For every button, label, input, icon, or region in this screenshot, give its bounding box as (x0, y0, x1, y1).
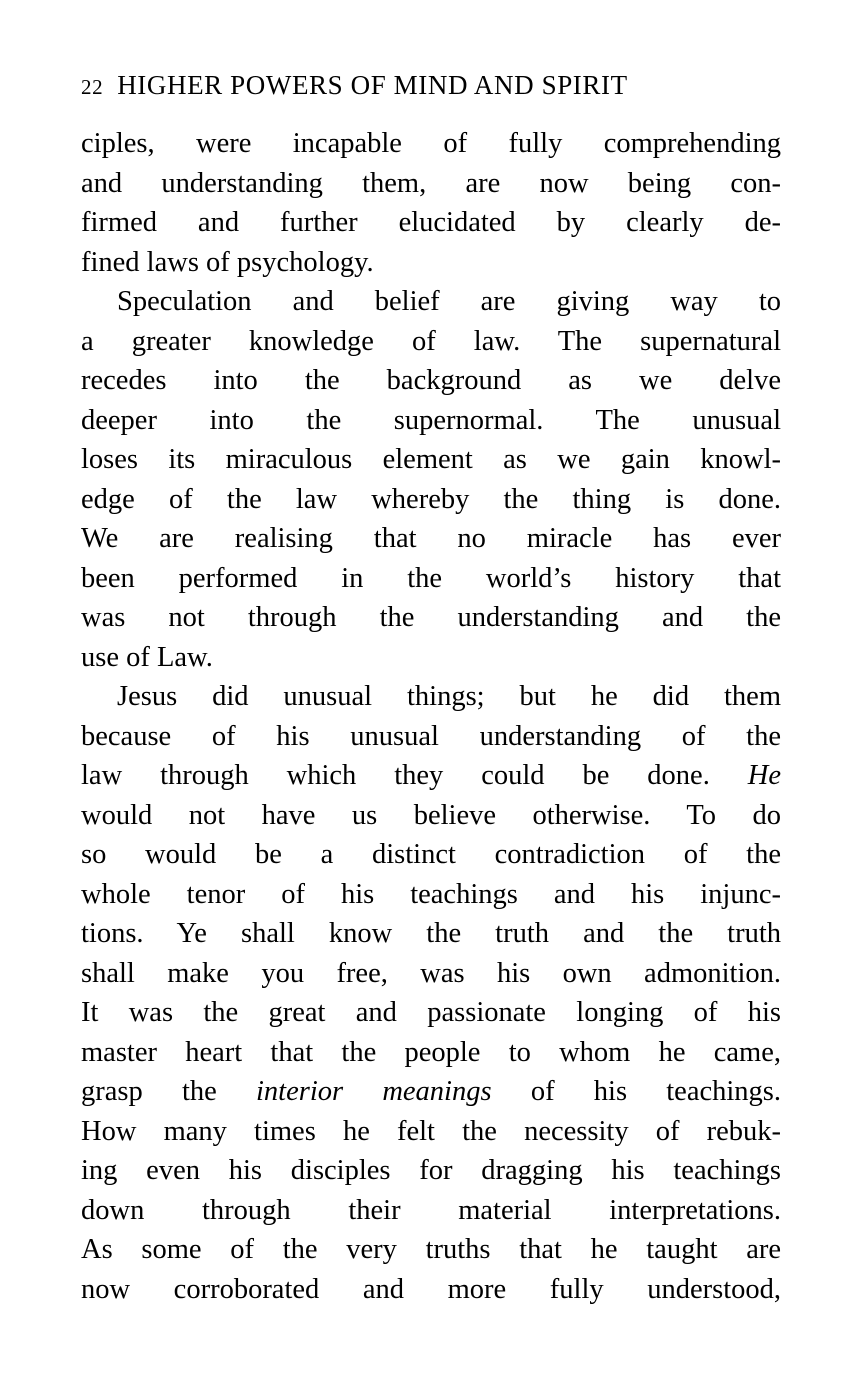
text-line: edge of the law whereby the thing is done. (81, 483, 781, 515)
running-head (81, 70, 781, 110)
text-line: would not have us believe otherwise. To do (81, 799, 781, 831)
text-line: tions. Ye shall know the truth and the truth (81, 918, 781, 949)
text-line: was not through the understanding and the (81, 602, 781, 633)
text-line: firmed and further elucidated by clearly de- (81, 207, 781, 238)
text-line: We are realising that no miracle has ever (81, 523, 781, 554)
paragraph-3 (81, 677, 781, 1309)
text-line: Jesus did unusual things; but he did them (117, 681, 781, 712)
text-line: master heart that the people to whom he came, (81, 1036, 781, 1068)
text-segment: grasp the (81, 1076, 217, 1107)
paragraph-1 (81, 124, 781, 282)
text-line: and understanding them, are now being con- (81, 167, 781, 199)
text-line: Speculation and belief are giving way to (117, 286, 781, 317)
text-line (81, 1072, 781, 1112)
text-line: whole tenor of his teachings and his injunc- (81, 878, 781, 910)
page-number: 22 (81, 75, 104, 99)
running-title: HIGHER POWERS OF MIND AND SPIRIT (117, 70, 628, 100)
text-line: deeper into the supernormal. The unusual (81, 404, 781, 436)
text-line: ing even his disciples for dragging his teachings (81, 1155, 781, 1186)
italic-text: interior meanings (256, 1076, 492, 1107)
text-line: ciples, were incapable of fully comprehending (81, 128, 781, 159)
body-text (81, 124, 781, 1309)
text-line: How many times he felt the necessity of rebuk- (81, 1115, 781, 1147)
text-line: down through their material interpretations. (81, 1194, 781, 1226)
text-line (81, 756, 781, 796)
paragraph-2 (81, 282, 781, 677)
text-line: loses its miraculous element as we gain knowl- (81, 444, 781, 475)
text-line: It was the great and passionate longing of his (81, 997, 781, 1028)
italic-text: He (747, 760, 781, 791)
text-line: recedes into the background as we delve (81, 365, 781, 396)
text-line: because of his unusual understanding of the (81, 720, 781, 752)
text-line: so would be a distinct contradiction of the (81, 839, 781, 870)
text-line: now corroborated and more fully understood, (81, 1273, 781, 1305)
text-line: been performed in the world’s history that (81, 562, 781, 594)
text-line: use of Law. (81, 641, 213, 673)
text-line: shall make you free, was his own admonition. (81, 957, 781, 989)
text-line: As some of the very truths that he taught are (81, 1234, 781, 1265)
text-segment: law through which they could be done. (81, 760, 710, 791)
text-line: fined laws of psychology. (81, 246, 374, 278)
text-line: a greater knowledge of law. The supernatural (81, 325, 781, 357)
text-segment: of his teachings. (530, 1076, 781, 1107)
